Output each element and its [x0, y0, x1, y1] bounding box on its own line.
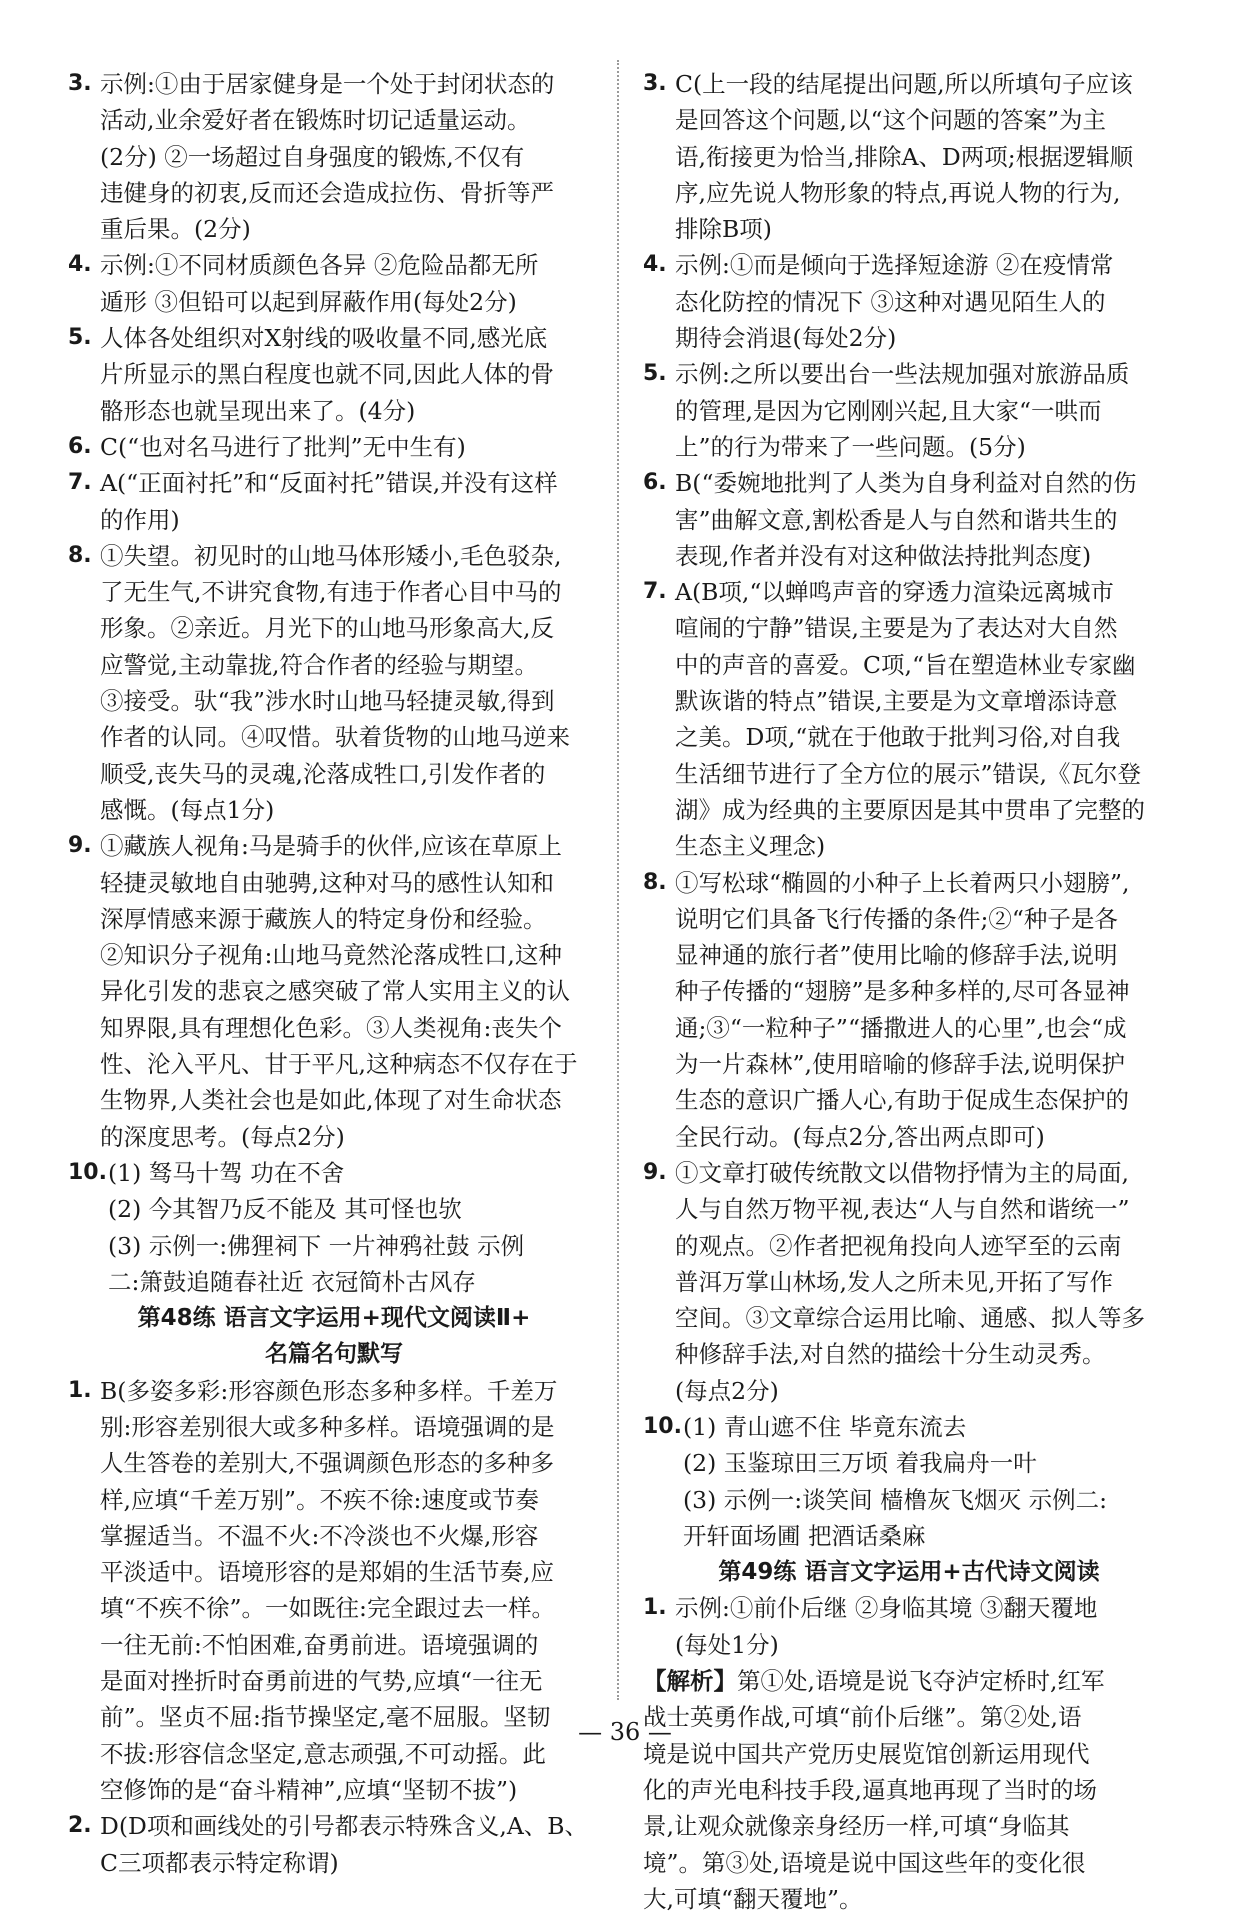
item-line: (每点2分)	[675, 1376, 779, 1405]
item-line: 违健身的初衷,反而还会造成拉伤、骨折等严	[100, 178, 554, 207]
item-line: (1) 驽马十驾 功在不舍	[108, 1158, 345, 1187]
item-line: 是回答这个问题,以“这个问题的答案”为主	[675, 106, 1106, 135]
item-line: 的观点。②作者把视角投向人迹罕至的云南	[675, 1231, 1122, 1260]
item-number: 9.	[68, 833, 92, 859]
item-line: (3) 示例一:谈笑间 樯橹灰飞烟灭 示例二:	[683, 1485, 1108, 1514]
item-line: 人生答卷的差别大,不强调颜色形态的多种多	[100, 1449, 554, 1478]
item-line: 掌握适当。不温不火:不冷淡也不火爆,形容	[100, 1521, 539, 1550]
item-line: ①藏族人视角:马是骑手的伙伴,应该在草原上	[100, 832, 562, 861]
item-number: 3.	[643, 71, 667, 96]
item-line: C(上一段的结尾提出问题,所以所填句子应该	[675, 70, 1133, 98]
item-line: 填“不疾不徐”。一如既往:完全跟过去一样。	[100, 1594, 555, 1623]
answer-item	[643, 66, 1175, 247]
right-column	[643, 66, 1175, 1917]
item-line: 不拔:形容信念坚定,意志顽强,不可动摇。此	[100, 1739, 546, 1768]
item-line: 生活细节进行了全方位的展示”错误,《瓦尔登	[675, 759, 1141, 788]
item-number: 7.	[643, 579, 667, 605]
item-line: 排除B项)	[675, 215, 772, 244]
item-line: 为一片森林”,使用暗喻的修辞手法,说明保护	[675, 1050, 1125, 1079]
item-line: 片所显示的黑白程度也就不同,因此人体的骨	[100, 360, 554, 389]
analysis-line: 化的声光电科技手段,逼真地再现了当时的场	[643, 1775, 1097, 1804]
item-line: 示例:之所以要出台一些法规加强对旅游品质	[675, 360, 1130, 389]
item-line: 异化引发的悲哀之感突破了常人实用主义的认	[100, 977, 570, 1006]
item-line: 应警觉,主动靠拢,符合作者的经验与期望。	[100, 650, 538, 679]
item-line: 示例:①而是倾向于选择短途游 ②在疫情常	[675, 251, 1114, 280]
analysis-text: 第①处,语境是说飞夺泸定桥时,红军	[737, 1667, 1105, 1696]
item-number: 5.	[68, 325, 92, 351]
item-line: 示例:①前仆后继 ②身临其境 ③翻天覆地	[675, 1594, 1098, 1623]
item-line: 人与自然万物平视,表达“人与自然和谐统一”	[675, 1195, 1130, 1224]
analysis-line	[643, 1663, 1175, 1699]
analysis-block	[643, 1663, 1175, 1917]
item-line: 全民行动。(每点2分,答出两点即可)	[675, 1122, 1045, 1151]
analysis-line: 境”。第③处,语境是说中国这些年的变化很	[643, 1848, 1086, 1877]
column-divider	[617, 60, 619, 1700]
item-line: 是面对挫折时奋勇前进的气势,应填“一往无	[100, 1667, 543, 1696]
answer-item	[68, 1155, 600, 1300]
item-number: 5.	[643, 361, 667, 387]
item-number: 6.	[643, 470, 667, 496]
item-line: (3) 示例一:佛狸祠下 一片神鸦社鼓 示例	[108, 1231, 525, 1260]
analysis-line: 大,可填“翻天覆地”。	[643, 1884, 863, 1913]
item-line: A(B项,“以蝉鸣声音的穿透力渲染远离城市	[675, 578, 1114, 607]
answer-item	[68, 828, 600, 1155]
item-number: 8.	[643, 869, 667, 895]
left-column	[68, 66, 600, 1881]
item-line: 之美。D项,“就在于他敢于批判习俗,对自我	[675, 723, 1121, 752]
item-number: 1.	[643, 1595, 667, 1621]
item-line: D(D项和画线处的引号都表示特殊含义,A、B、	[100, 1812, 589, 1841]
item-number: 4.	[68, 252, 92, 278]
item-line: ①失望。初见时的山地马体形矮小,毛色驳杂,	[100, 541, 562, 570]
item-line: 性、沦入平凡、甘于平凡,这种病态不仅存在于	[100, 1050, 578, 1079]
answer-item	[643, 574, 1175, 864]
analysis-label: 【解析】	[643, 1667, 737, 1696]
item-line: (1) 青山遮不住 毕竟东流去	[683, 1412, 967, 1441]
item-line: 骼形态也就呈现出来了。(4分)	[100, 396, 416, 425]
analysis-line: 景,让观众就像亲身经历一样,可填“身临其	[643, 1812, 1070, 1841]
item-number: 1.	[68, 1377, 92, 1403]
answer-item	[68, 66, 600, 247]
item-line: 平淡适中。语境形容的是郑娟的生活节奏,应	[100, 1558, 554, 1587]
item-line: 活动,业余爱好者在锻炼时切记适量运动。	[100, 106, 531, 135]
item-line: 顺受,丧失马的灵魂,沦落成牲口,引发作者的	[100, 759, 546, 788]
item-line: ③接受。驮“我”涉水时山地马轻捷灵敏,得到	[100, 687, 555, 716]
section-heading-line: 第49练 语言文字运用+古代诗文阅读	[718, 1559, 1100, 1586]
answer-item	[68, 538, 600, 828]
item-line: 态化防控的情况下 ③这种对遇见陌生人的	[675, 287, 1106, 316]
item-line: 生物界,人类社会也是如此,体现了对生命状态	[100, 1086, 562, 1115]
answer-item	[68, 1808, 600, 1881]
page-number: — 36 —	[578, 1718, 672, 1746]
item-line: 知界限,具有理想化色彩。③人类视角:丧失个	[100, 1013, 562, 1042]
answer-item	[68, 429, 600, 465]
item-line: 空修饰的是“奋斗精神”,应填“坚韧不拔”)	[100, 1775, 518, 1804]
item-line: 显神通的旅行者”使用比喻的修辞手法,说明	[675, 941, 1118, 970]
item-line: ①写松球“椭圆的小种子上长着两只小翅膀”,	[675, 868, 1130, 897]
section-heading	[68, 1300, 600, 1373]
item-line: 人体各处组织对X射线的吸收量不同,感光底	[100, 324, 548, 353]
item-line: 的深度思考。(每点2分)	[100, 1122, 345, 1151]
item-line: 作者的认同。④叹惜。驮着货物的山地马逆来	[100, 723, 570, 752]
analysis-line: 战士英勇作战,可填“前仆后继”。第②处,语	[643, 1703, 1082, 1732]
item-line: 默诙谐的特点”错误,主要是为文章增添诗意	[675, 687, 1118, 716]
item-number: 7.	[68, 470, 92, 496]
item-line: 重后果。(2分)	[100, 215, 251, 244]
item-line: 空间。③文章综合运用比喻、通感、拟人等多	[675, 1304, 1145, 1333]
item-line: 说明它们具备飞行传播的条件;②“种子是各	[675, 904, 1118, 933]
item-line: 前”。坚贞不屈:指节操坚定,毫不屈服。坚韧	[100, 1703, 551, 1732]
item-number: 6.	[68, 433, 92, 459]
answer-item	[643, 1373, 1175, 1409]
section-heading-line: 名篇名句默写	[265, 1341, 403, 1368]
item-line: 种修辞手法,对自然的描绘十分生动灵秀。	[675, 1340, 1106, 1369]
item-line: 一往无前:不怕困难,奋勇前进。语境强调的	[100, 1630, 539, 1659]
answer-item	[643, 865, 1175, 1155]
answer-item	[643, 1590, 1175, 1663]
item-line: 湖》成为经典的主要原因是其中贯串了完整的	[675, 795, 1145, 824]
item-number: 3.	[68, 71, 92, 96]
item-line: 别:形容差别很大或多种多样。语境强调的是	[100, 1412, 555, 1441]
item-line: ①文章打破传统散文以借物抒情为主的局面,	[675, 1158, 1129, 1187]
item-line: 感慨。(每点1分)	[100, 795, 275, 824]
item-line: B(“委婉地批判了人类为自身利益对自然的伤	[675, 469, 1137, 498]
item-number: 10.	[643, 1413, 682, 1439]
item-line: 害”曲解文意,割松香是人与自然和谐共生的	[675, 505, 1118, 534]
item-line: ②知识分子视角:山地马竟然沦落成牲口,这种	[100, 941, 562, 970]
item-line: 二:箫鼓追随春社近 衣冠简朴古风存	[108, 1267, 476, 1296]
item-line: 示例:①不同材质颜色各异 ②危险品都无所	[100, 251, 539, 280]
item-line: 喧闹的宁静”错误,主要是为了表达对大自然	[675, 614, 1118, 643]
item-line: A(“正面衬托”和“反面衬托”错误,并没有这样	[100, 469, 558, 498]
item-number: 4.	[643, 252, 667, 278]
section-heading-line: 第48练 语言文字运用+现代文阅读Ⅱ+	[137, 1305, 531, 1332]
item-line: 上”的行为带来了一些问题。(5分)	[675, 432, 1026, 461]
item-line: 遁形 ③但铅可以起到屏蔽作用(每处2分)	[100, 287, 517, 316]
answer-item	[643, 1155, 1175, 1373]
item-line: 了无生气,不讲究食物,有违于作者心目中马的	[100, 578, 562, 607]
item-line: 通;③“一粒种子”“播撒进人的心里”,也会“成	[675, 1013, 1127, 1042]
answer-item	[643, 1409, 1175, 1554]
item-number: 8.	[68, 542, 92, 568]
item-line: C三项都表示特定称谓)	[100, 1848, 339, 1877]
answer-item	[68, 247, 600, 320]
item-line: 示例:①由于居家健身是一个处于封闭状态的	[100, 70, 555, 98]
item-line: 形象。②亲近。月光下的山地马形象高大,反	[100, 614, 554, 643]
item-line: 生态主义理念)	[675, 832, 826, 861]
item-line: 普洱万掌山林场,发人之所未见,开拓了写作	[675, 1267, 1113, 1296]
answer-item	[68, 465, 600, 538]
item-line: (2分) ②一场超过自身强度的锻炼,不仅有	[100, 142, 525, 171]
answer-item	[68, 320, 600, 429]
answer-item	[643, 247, 1175, 356]
item-line: 种子传播的“翅膀”是多种多样的,尽可各显神	[675, 977, 1130, 1006]
item-number: 9.	[643, 1159, 667, 1185]
item-line: (每处1分)	[675, 1630, 779, 1659]
item-line: 深厚情感来源于藏族人的特定身份和经验。	[100, 904, 547, 933]
answer-item	[643, 465, 1175, 574]
item-line: 的作用)	[100, 505, 180, 534]
item-line: 序,应先说人物形象的特点,再说人物的行为,	[675, 178, 1121, 207]
answer-item	[643, 356, 1175, 465]
item-line: (2) 今其智乃反不能及 其可怪也欤	[108, 1195, 462, 1224]
item-line: 生态的意识广播人心,有助于促成生态保护的	[675, 1086, 1129, 1115]
item-line: 开轩面场圃 把酒话桑麻	[683, 1521, 926, 1550]
item-number: 2.	[68, 1813, 92, 1839]
analysis-line: 境是说中国共产党历史展览馆创新运用现代	[643, 1739, 1090, 1768]
item-line: 表现,作者并没有对这种做法持批判态度)	[675, 541, 1092, 570]
item-number: 10.	[68, 1159, 107, 1185]
item-line: 样,应填“千差万别”。不疾不徐:速度或节奏	[100, 1485, 539, 1514]
item-line: (2) 玉鉴琼田三万顷 着我扁舟一叶	[683, 1449, 1037, 1478]
item-line: 的管理,是因为它刚刚兴起,且大家“一哄而	[675, 396, 1102, 425]
item-line: 语,衔接更为恰当,排除A、D两项;根据逻辑顺	[675, 142, 1134, 171]
item-line: 轻捷灵敏地自由驰骋,这种对马的感性认知和	[100, 868, 554, 897]
item-line: B(多姿多彩:形容颜色形态多种多样。千差万	[100, 1376, 558, 1405]
item-line: 中的声音的喜爱。C项,“旨在塑造林业专家幽	[675, 650, 1136, 679]
item-line: C(“也对名马进行了批判”无中生有)	[100, 432, 466, 461]
section-heading	[643, 1554, 1175, 1590]
item-line: 期待会消退(每处2分)	[675, 324, 897, 353]
